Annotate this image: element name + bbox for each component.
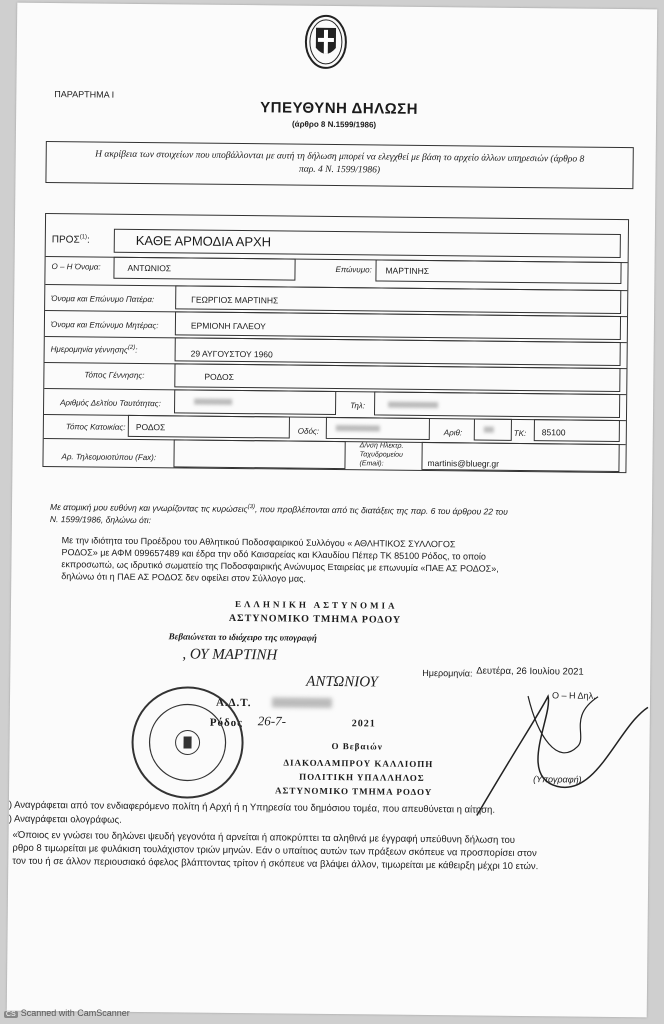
birthplace-label: Τόπος Γέννησης: <box>84 370 145 381</box>
to-value: ΚΑΘΕ ΑΡΜΟΔΙΑ ΑΡΧΗ <box>135 232 272 250</box>
signature-caption: (Υπογραφή) <box>533 774 582 785</box>
mother-value: ΕΡΜΙΟΝΗ ΓΑΛΕΟΥ <box>190 320 266 332</box>
footnote-2: ) Αναγράφεται ολογράφως. <box>8 813 122 826</box>
declarant-label: Ο – Η Δηλ. <box>552 690 596 701</box>
postcode-value: 85100 <box>541 427 566 438</box>
annex-label: ΠΑΡΑΡΤΗΜΑ Ι <box>54 89 115 100</box>
redacted-number <box>484 427 494 433</box>
stamp-certification: Βεβαιώνεται το ιδιόχειρο της υπογραφή <box>168 631 317 643</box>
police-round-seal-icon <box>127 682 248 803</box>
stamp-officer-name: ΔΙΑΚΟΛΑΜΠΡΟΥ ΚΑΛΛΙΟΠΗ <box>283 757 434 770</box>
email-value: martinis@bluegr.gr <box>427 457 500 469</box>
footnote-1: ) Αναγράφεται από τον ενδιαφερόμενο πολίτη ή Αρχή ή η Υπηρεσία του δημόσιου τομέα, που απευθύνεται η αίτηση. <box>8 799 496 816</box>
document-subtitle: (άρθρο 8 Ν.1599/1986) <box>291 119 377 130</box>
stamp-department: ΑΣΤΥΝΟΜΙΚΟ ΤΜΗΜΑ ΡΟΔΟΥ <box>228 612 402 626</box>
surname-value: ΜΑΡΤΙΝΗΣ <box>385 265 430 277</box>
document-page <box>7 3 658 1018</box>
declarant-details-form <box>42 213 629 473</box>
statement-intro: Με ατομική μου ευθύνη και γνωρίζοντας τις κυρώσεις$^{(3)}$, που προβλέπονται από τις διατάξεις της παρ. 6 του άρθρου 22 του Ν. 1599/1986, δηλώνω ότι: <box>49 501 508 525</box>
name-value: ΑΝΤΩΝΙΟΣ <box>127 262 172 274</box>
to-footnote-ref: (1) <box>79 234 88 241</box>
birthdate-footnote-ref: (2) <box>127 344 136 351</box>
date-value: Δευτέρα, 26 Ιουλίου 2021 <box>476 665 584 678</box>
scanner-text: Scanned with CamScanner <box>20 1008 130 1018</box>
father-value: ΓΕΩΡΓΙΟΣ ΜΑΡΤΙΝΗΣ <box>191 294 279 306</box>
verification-notice <box>45 141 633 189</box>
id-number-label: Αριθμός Δελτίου Ταυτότητας: <box>60 398 161 409</box>
stamp-officer-title: Ο Βεβαιών <box>331 741 383 752</box>
number-label: Αριθ: <box>443 428 463 438</box>
surname-label: Επώνυμο: <box>335 265 372 275</box>
handwritten-surname: , ΟΥ ΜΑΡΤΙΝΗ <box>182 646 278 664</box>
email-label: Δ/νση Ηλεκτρ. Ταχυδρομείου (Email): <box>359 442 404 468</box>
sanctions-footnote-ref: (3) <box>247 504 256 511</box>
mother-label: Όνομα και Επώνυμο Μητέρας: <box>50 320 159 331</box>
residence-label: Τόπος Κατοικίας: <box>65 422 126 432</box>
stamp-place-label: Ρόδος <box>209 716 243 730</box>
notice-line-1: Η ακρίβεια των στοιχείων που υποβάλλονται με αυτή τη δήλωση μπορεί να ελεγχθεί με βάση το αρχείο άλλων υπηρεσιών (άρθρο 8 <box>95 149 585 165</box>
fax-field[interactable] <box>173 439 345 469</box>
stamp-police-header: ΕΛΛΗΝΙΚΗ ΑΣΤΥΝΟΜΙΑ <box>234 598 398 611</box>
father-label: Όνομα και Επώνυμο Πατέρα: <box>51 294 155 305</box>
birthdate-value: 29 ΑΥΓΟΥΣΤΟΥ 1960 <box>190 348 273 360</box>
stamp-year: 2021 <box>351 718 376 730</box>
redacted-phone <box>388 402 438 409</box>
handwritten-date: 26-7- <box>257 713 287 729</box>
postcode-label: ΤΚ: <box>513 428 527 439</box>
notice-line-2: παρ. 4 Ν. 1599/1986) <box>298 164 381 176</box>
tel-label: Τηλ: <box>350 401 366 411</box>
statement-body: Με την ιδιότητα του Προέδρου του Αθλητικού Ποδοσφαιρικού Συλλόγου « ΑΘΛΗΤΙΚΟΣ ΣΥΛΛΟΓΟΣ ΡΟΔΟΣ» με ΑΦΜ 099657489 και έδρα την οδό Καισαρείας και Κλαυδίου Πέπερ ΤΚ 85100 Ρόδος, το οποίο εκπροσωπώ, ως ιδρυτικό σωματείο της Ποδοσφαιρικής Ανώνυμος Εταιρείας με επωνυμία «ΠΑΕ ΑΣ ΡΟΔΟΣ», δηλώνω ότι η ΠΑΕ ΑΣ ΡΟΔΟΣ δεν οφείλει στον Σύλλογο μας. <box>61 535 499 584</box>
redacted-id <box>194 399 232 405</box>
scanner-watermark <box>4 1008 130 1018</box>
to-label: ΠΡΟΣ$^{(1)}$: <box>51 234 90 246</box>
stamp-adt-label: Α.Δ.Τ. <box>215 696 252 710</box>
redacted-street <box>336 425 380 431</box>
greek-coat-of-arms-icon <box>304 14 349 70</box>
residence-value: ΡΟΔΟΣ <box>135 421 166 433</box>
document-title: ΥΠΕΥΘΥΝΗ ΔΗΛΩΣΗ <box>260 99 419 118</box>
stamp-officer-dept: ΑΣΤΥΝΟΜΙΚΟ ΤΜΗΜΑ ΡΟΔΟΥ <box>275 785 433 798</box>
stamp-officer-role: ΠΟΛΙΤΙΚΗ ΥΠΑΛΛΗΛΟΣ <box>299 771 425 783</box>
handwritten-firstname: ΑΝΤΩΝΙΟΥ <box>306 673 378 691</box>
fax-label: Αρ. Τηλεομοιοτύπου (Fax): <box>61 452 157 463</box>
street-label: Οδός: <box>297 426 320 436</box>
camscanner-logo-icon: CS <box>6 1011 16 1018</box>
birthplace-field[interactable] <box>174 363 620 392</box>
name-label: Ο – Η Όνομα: <box>51 262 101 272</box>
birthdate-label: Ημερομηνία γέννησης$^{(2)}$: <box>50 344 138 355</box>
footnote-3: «Όποιος εν γνώσει του δηλώνει ψευδή γεγονότα ή αρνείται ή αποκρύπτει τα αληθινά με έγγραφή υπεύθυνη δήλωση του ρθρο 8 τιμωρείται με φυλάκιση τουλάχιστον τριών μηνών. Εάν ο υπαίτιος αυτών των πράξεων σκόπευε να προσπορίσει στον τον του ή σε άλλον περιουσιακό όφελος βλάπτοντας τρίτον ή σκόπευε να βλάψει άλλον, τιμωρείται με κάθειρξη μέχρι 10 ετών. <box>12 829 539 873</box>
date-label: Ημερομηνία: <box>422 667 473 679</box>
birthplace-value: ΡΟΔΟΣ <box>204 371 234 382</box>
redacted-adt <box>272 697 332 708</box>
